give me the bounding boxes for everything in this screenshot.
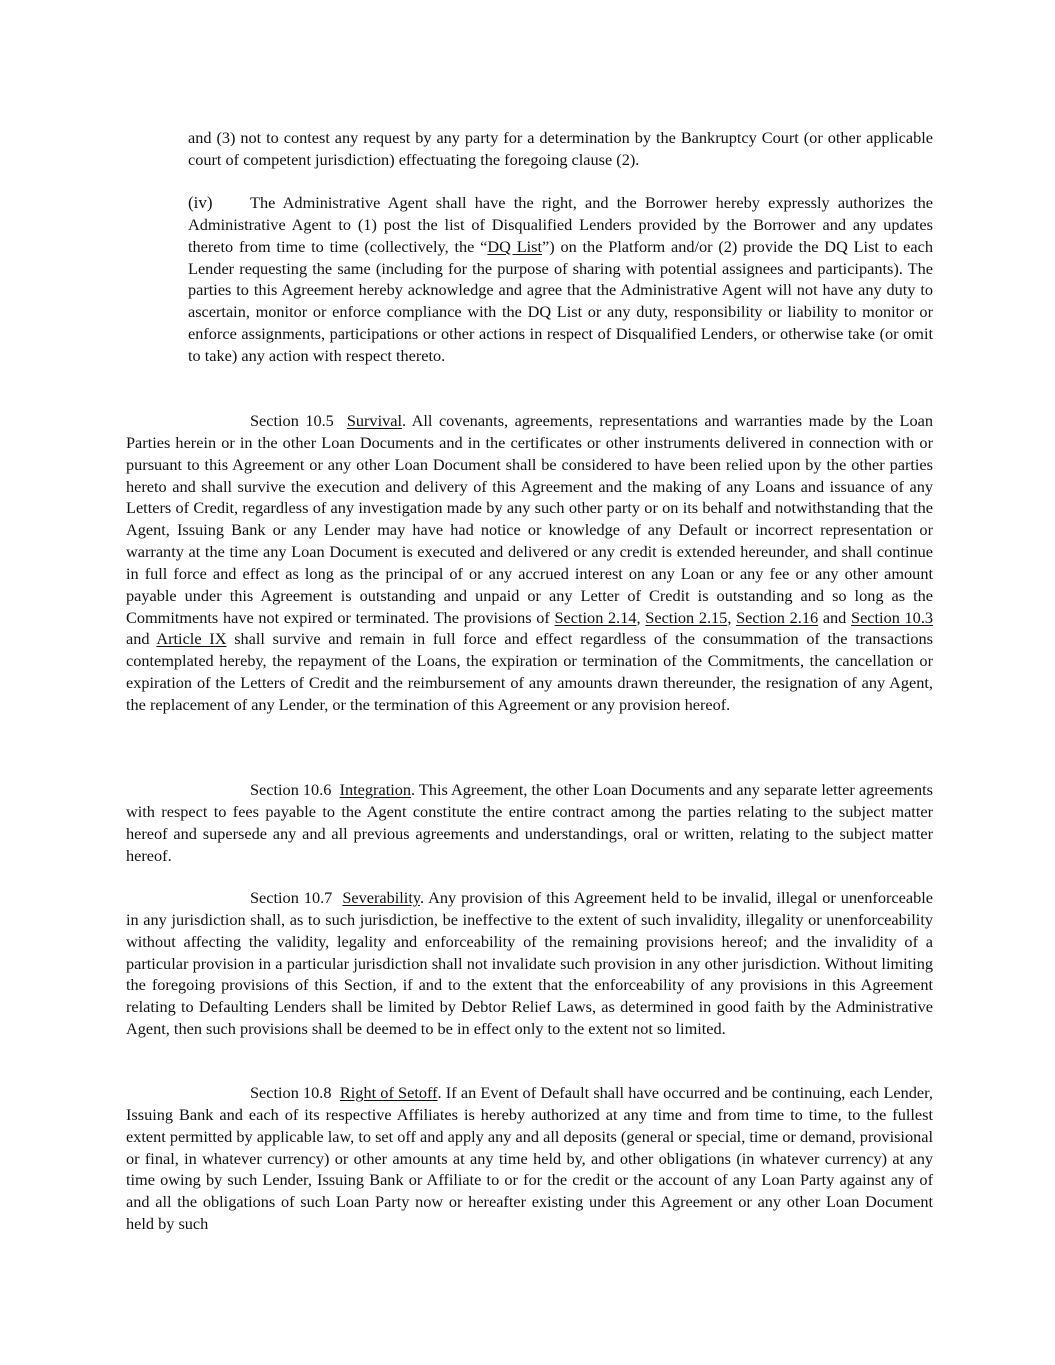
section-number: Section 10.8: [250, 1083, 332, 1102]
paragraph-text: and (3) not to contest any request by any party for a determination by the Bankruptcy Court (or other applicable court of competent jurisdiction) effectuating the foregoing clause (2).: [188, 128, 933, 169]
paragraph-text: The Administrative Agent shall have the right, and the Borrower hereby expressly authorizes the Administrative Agent to (1) post the list of Disqualified Lenders provided by the Borrower and any updates thereto from time to time (collectively, the “: [188, 193, 933, 256]
separator: and: [818, 607, 852, 627]
section-10-7: [126, 887, 933, 1040]
cross-reference: Section 10.3: [851, 607, 934, 627]
section-text: . If an Event of Default shall have occurred and be continuing, each Lender, Issuing Bank and each of its respective Affiliates is hereby authorized at any time and from time to time, to the fullest extent permitted by applicable law, to set off and apply any and all deposits (general or special, time or demand, provisional or final, in whatever currency) or other amounts at any time held by, and other obligations (in whatever currency) at any time owing by such Lender, Issuing Bank or Affiliate to or for the credit or the account of any Loan Party against any of and all the obligations of such Loan Party now or hereafter existing under this Agreement or any other Loan Document held by such: [126, 1083, 933, 1234]
cross-reference: Section 2.15: [645, 607, 728, 627]
section-10-8: [126, 1082, 933, 1235]
section-text: . All covenants, agreements, representations and warranties made by the Loan Parties herein or in the other Loan Documents and in the certificates or other instruments delivered in connection with or pursuant to this Agreement or any other Loan Document shall be considered to have been relied upon by the other parties hereto and shall survive the execution and delivery of this Agreement and the making of any Loans and issuance of any Letters of Credit, regardless of any investigation made by any such other party or on its behalf and notwithstanding that the Agent, Issuing Bank or any Lender may have had notice or knowledge of any Default or incorrect representation or warranty at the time any Loan Document is executed and delivered or any credit is extended hereunder, and shall continue in full force and effect as long as the principal of or any accrued interest on any Loan or any fee or any other amount payable under this Agreement is outstanding and unpaid or any Letter of Credit is outstanding and so long as the Commitments have not expired or terminated. The provisions of: [126, 411, 933, 627]
section-number: Section 10.6: [250, 780, 332, 799]
defined-term-dq-list: DQ List: [487, 236, 543, 256]
cross-reference: Section 2.14: [554, 607, 637, 627]
clause-numeral: (iv): [188, 193, 213, 212]
paragraph-iv: [188, 192, 933, 367]
section-heading: Integration: [339, 780, 412, 799]
section-heading: Survival: [346, 411, 402, 430]
section-text: . Any provision of this Agreement held to be invalid, illegal or unenforceable in any jurisdiction shall, as to such jurisdiction, be ineffective to the extent of such invalidity, illegality or unenforceability without affecting the validity, legality and enforceability of the remaining provisions hereof; and the invalidity of a particular provision in a particular jurisdiction shall not invalidate such provision in any other jurisdiction. Without limiting the foregoing provisions of this Section, if and to the extent that the enforceability of any provisions in this Agreement relating to Defaulting Lenders shall be limited by Debtor Relief Laws, as determined in good faith by the Administrative Agent, then such provisions shall be deemed to be in effect only to the extent not so limited.: [126, 888, 933, 1039]
separator: ,: [636, 607, 646, 627]
paragraph-text: ”) on the Platform and/or (2) provide the DQ List to each Lender requesting the same (including for the purpose of sharing with potential assignees and participants). The parties to this Agreement hereby acknowledge and agree that the Administrative Agent will not have any duty to ascertain, monitor or enforce compliance with the DQ List or any duty, responsibility or liability to monitor or enforce assignments, participations or other actions in respect of Disqualified Lenders, or otherwise take (or omit to take) any action with respect thereto.: [188, 236, 933, 365]
section-text: . This Agreement, the other Loan Documents and any separate letter agreements with respect to fees payable to the Agent constitute the entire contract among the parties relating to the subject matter hereof and supersede any and all previous agreements and understandings, oral or written, relating to the subject matter hereof.: [126, 780, 934, 865]
section-heading: Severability: [342, 888, 420, 907]
separator: and: [126, 629, 157, 649]
cross-reference: Article IX: [156, 629, 227, 649]
section-10-5: [126, 410, 933, 716]
section-text: shall survive and remain in full force and effect regardless of the consummation of the transactions contemplated hereby, the repayment of the Loans, the expiration or termination of the Commitments, the cancellation or expiration of the Letters of Credit and the reimbursement of any amounts drawn thereunder, the resignation of any Agent, the replacement of any Lender, or the termination of this Agreement or any provision hereof.: [126, 629, 934, 714]
section-number: Section 10.5: [250, 411, 334, 430]
section-heading: Right of Setoff: [339, 1083, 438, 1102]
cross-reference: Section 2.16: [736, 607, 819, 627]
paragraph-continuation: [188, 127, 933, 171]
section-number: Section 10.7: [250, 888, 333, 907]
section-10-6: [126, 779, 933, 866]
separator: ,: [727, 607, 737, 627]
